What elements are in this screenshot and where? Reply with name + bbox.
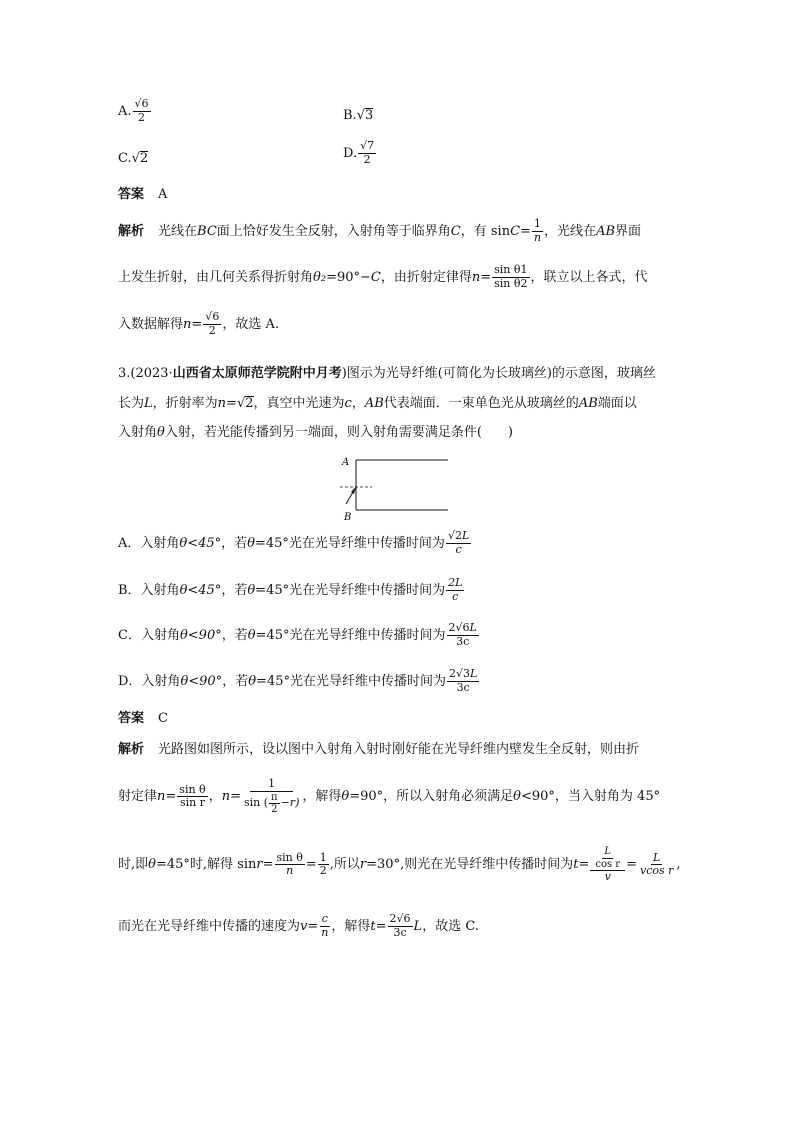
q3-answer (118, 712, 168, 725)
text: θ (247, 627, 256, 643)
numerator: 2L (448, 576, 463, 589)
text: ，若 (221, 535, 248, 551)
text: D．入射角 (118, 673, 181, 689)
sqrt-symbol: √ (455, 621, 463, 634)
text: L (413, 918, 423, 934)
q3-stem-line-2 (118, 396, 637, 410)
q2-option-d (343, 140, 377, 166)
numerator: 1 (319, 850, 327, 864)
text: ，光线在 (544, 223, 597, 239)
fraction (358, 140, 376, 166)
text: = (520, 223, 531, 239)
text: 射定律 (118, 789, 158, 805)
text: n (221, 789, 231, 805)
denominator: sin θ2 (494, 276, 528, 290)
text: ，折射率为 (152, 395, 218, 411)
fraction (446, 577, 464, 603)
q3-option-d (118, 668, 480, 694)
text: = (191, 316, 203, 332)
radicand: 2 (454, 529, 462, 542)
denominator: 3c (393, 925, 407, 939)
denominator: v (604, 870, 611, 883)
fraction (319, 913, 330, 939)
label-b: B (344, 512, 352, 523)
text: 2 (448, 667, 456, 680)
text: −r) (280, 796, 300, 810)
q2-option-a (118, 98, 152, 124)
text: 光路图如图所示，设以图中入射角入射时刚好能在光导纤维内壁发生全反射，则由折 (158, 742, 640, 757)
text: ，解得 (302, 789, 342, 805)
answer-value: C (158, 711, 168, 726)
sqrt-symbol: √ (455, 667, 463, 680)
q2-analysis-line-1 (118, 218, 641, 244)
denominator: 3c (456, 680, 470, 694)
option-label: B. (343, 107, 357, 123)
text: = (305, 857, 317, 873)
fraction (133, 98, 151, 124)
denominator: n (533, 230, 542, 244)
fraction (590, 846, 625, 884)
answer-label: 答案 (118, 711, 145, 726)
numerator: c (321, 912, 328, 925)
numerator: L (604, 846, 612, 857)
text: 界面 (615, 223, 642, 239)
text: C (370, 269, 381, 285)
text: ， (208, 789, 222, 805)
text: C (450, 223, 461, 239)
denominator: 2 (319, 864, 327, 878)
text: =90°− (326, 269, 371, 285)
q3-stem-line-1 (118, 367, 656, 380)
text: 面上恰好发生全反射，入射角等于临界角 (216, 223, 451, 239)
text: )图示为光导纤维(可简化为长玻璃丝)的示意图，玻璃丝 (341, 366, 656, 381)
text: θ<90° (180, 673, 223, 689)
radicand: 2 (139, 151, 149, 166)
text: 3.(2023· (118, 366, 173, 381)
denominator: 2 (138, 110, 146, 124)
fraction (492, 264, 529, 290)
text: sin ( (243, 796, 269, 810)
text: ，有 sin (460, 223, 511, 239)
radicand: 6 (462, 621, 470, 634)
numerator: L (653, 850, 661, 864)
text: θ (247, 535, 255, 551)
radicand: 7 (367, 139, 375, 152)
text: 长为 (118, 395, 145, 411)
fraction (532, 218, 543, 244)
fraction (638, 852, 675, 878)
fraction (242, 778, 301, 816)
text: n (217, 395, 227, 411)
denominator: 3c (456, 634, 470, 648)
numerator: sin θ (179, 782, 206, 796)
numerator: 1 (534, 217, 541, 230)
arrow-head (351, 487, 356, 494)
text: ，联立以上各式，代 (530, 269, 648, 285)
text: 光线在 (158, 223, 198, 239)
text: θ (341, 789, 350, 805)
q3-analysis-line-4 (118, 913, 479, 939)
numerator: sin θ1 (494, 263, 528, 276)
text: =45°光在光导纤维中传播时间为 (255, 582, 446, 598)
q3-analysis-line-1 (118, 743, 639, 756)
text: A．入射角 (118, 535, 180, 551)
text: = (226, 395, 237, 411)
text: θ<45° (179, 582, 222, 598)
radicand: 2 (245, 396, 254, 411)
text: n (471, 269, 481, 285)
analysis-label: 解析 (118, 223, 145, 239)
q3-option-c (118, 622, 480, 648)
sqrt-symbol: √ (205, 310, 213, 323)
q2-option-b (343, 108, 373, 122)
text: θ (157, 425, 165, 440)
text: AB (596, 223, 616, 239)
text: ，若 (222, 673, 249, 689)
text: θ (247, 582, 256, 598)
text: r (359, 857, 367, 873)
analysis-label: 解析 (118, 742, 145, 757)
radicand: 6 (403, 912, 411, 925)
text: θ<90° (179, 627, 222, 643)
text: =30°,则光在光导纤维中传播时间为 (366, 857, 574, 873)
text: t (573, 857, 579, 873)
denominator: 2 (208, 323, 216, 337)
q3-option-a (118, 530, 472, 556)
text: ，真空中光速为 (253, 395, 345, 411)
text: t (370, 918, 376, 934)
text: =45°光在光导纤维中传播时间为 (255, 535, 445, 551)
text: 入射角 (118, 425, 158, 440)
sqrt-symbol: √ (131, 150, 140, 166)
denominator: n (286, 864, 294, 878)
fiber-diagram (336, 452, 452, 524)
text: θ (513, 789, 521, 805)
fraction (269, 792, 280, 816)
text: ,所以 (329, 857, 360, 873)
text: = (480, 269, 492, 285)
text: 时,即 (118, 857, 149, 873)
text: ，若 (221, 582, 248, 598)
fraction (177, 784, 207, 810)
fraction (446, 530, 471, 556)
fraction (447, 622, 479, 648)
text: = (578, 857, 590, 873)
text: ， (351, 395, 365, 411)
q2-answer (118, 188, 167, 201)
sqrt-symbol: √ (447, 529, 455, 542)
text: , (676, 857, 681, 873)
text: = (375, 918, 387, 934)
text: =45°光在光导纤维中传播时间为 (255, 627, 446, 643)
sqrt-symbol: √ (134, 97, 142, 110)
denominator: 2 (363, 152, 371, 166)
q3-option-b (118, 577, 465, 603)
text: = (626, 857, 637, 873)
text: θ (248, 673, 257, 689)
q2-analysis-line-2 (118, 264, 648, 290)
text: = (165, 789, 177, 805)
text: =45°时,解得 sin (155, 857, 257, 873)
text: v (300, 918, 308, 934)
text: B．入射角 (118, 582, 180, 598)
text: ，故选 C. (422, 918, 479, 934)
text: = (230, 789, 241, 805)
radicand: 6 (212, 310, 220, 323)
denominator: c (455, 542, 462, 556)
sqrt-symbol: √ (236, 395, 246, 411)
fraction (275, 852, 305, 878)
text: θ (148, 857, 156, 873)
numerator-tail: L (461, 529, 470, 542)
denominator: vcos r (639, 864, 674, 878)
denominator: cos r (595, 858, 621, 870)
text: n (183, 316, 192, 332)
text: 上发生折射，由几何关系得折射角 (118, 269, 314, 285)
radicand: 3 (463, 667, 470, 680)
text: ，解得 (331, 918, 371, 934)
text: ，若 (221, 627, 248, 643)
text: 代表端面．一束单色光从玻璃丝的 (383, 395, 579, 411)
text: 端面以 (597, 395, 637, 411)
fraction (447, 668, 479, 694)
sqrt-symbol: √ (396, 912, 404, 925)
option-label: D. (343, 145, 358, 161)
text: ，由折射定律得 (380, 269, 472, 285)
question-source: 山西省太原师范学院附中月考 (172, 366, 342, 381)
q2-analysis-line-3 (118, 311, 279, 337)
denominator: sin r (179, 796, 205, 810)
option-label: C. (118, 150, 132, 166)
text: AB (364, 395, 384, 411)
text: θ₂ (313, 269, 327, 285)
answer-value: A (158, 187, 168, 202)
text: C (510, 223, 521, 239)
fraction (388, 913, 413, 939)
q3-stem-line-3 (118, 426, 513, 439)
text: AB (578, 395, 598, 411)
fraction (203, 311, 221, 337)
q3-analysis-line-2 (118, 778, 660, 816)
option-label: A. (118, 103, 132, 119)
denominator: n (321, 925, 329, 939)
text: 入射，若光能传播到另一端面，则入射角需要满足条件( ) (164, 425, 513, 440)
text: 2 (448, 621, 456, 634)
text: θ<45° (179, 535, 222, 551)
numerator: 1 (250, 778, 293, 792)
q3-analysis-line-3 (118, 846, 681, 884)
text: r (256, 857, 263, 873)
answer-label: 答案 (118, 187, 145, 202)
text: L (470, 667, 478, 680)
text: =90°，所以入射角必须满足 (349, 789, 514, 805)
fraction (593, 846, 622, 870)
text: = (262, 857, 274, 873)
text: L (144, 395, 153, 411)
radicand: 3 (364, 108, 374, 123)
denominator: c (452, 589, 459, 603)
text: =45°光在光导纤维中传播时间为 (256, 673, 446, 689)
numerator: π (271, 791, 278, 803)
fraction (318, 852, 329, 878)
text: = (307, 918, 319, 934)
denominator: 2 (271, 804, 278, 816)
text: c (344, 395, 352, 411)
text: 2 (389, 912, 397, 925)
numerator: sin θ (276, 850, 303, 864)
text: L (469, 621, 477, 634)
text: BC (197, 223, 217, 239)
text: 而光在光导纤维中传播的速度为 (118, 918, 301, 934)
radicand: 6 (141, 97, 149, 110)
sqrt-symbol: √ (360, 139, 368, 152)
label-a: A (342, 457, 350, 468)
text: n (157, 789, 166, 805)
text: C．入射角 (118, 627, 180, 643)
text: <90°，当入射角为 45° (520, 789, 661, 805)
sqrt-symbol: √ (356, 107, 365, 123)
q2-option-c (118, 151, 148, 165)
text: 入数据解得 (118, 316, 184, 332)
text: ，故选 A. (222, 316, 279, 332)
